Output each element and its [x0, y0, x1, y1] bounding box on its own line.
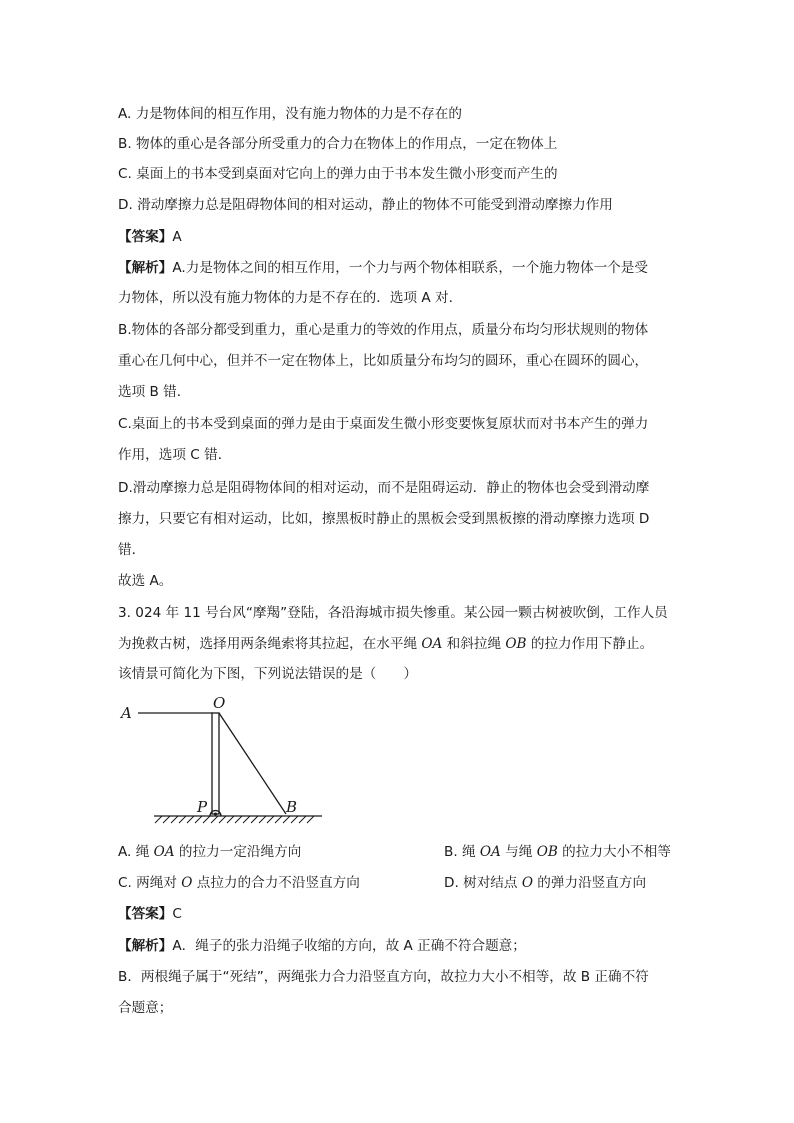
answer-tag: 【答案】: [118, 906, 173, 922]
explanation-text: A.力是物体之间的相互作用，一个力与两个物体相联系，一个施力物体一个是受: [172, 260, 648, 276]
opt-b-text-3: 的拉力大小不相等: [557, 844, 671, 860]
option-b-q3: [444, 842, 671, 862]
label-p: P: [197, 798, 208, 816]
label-b: B: [286, 798, 298, 816]
explanation-tag: 【解析】: [118, 938, 173, 954]
answer-value: A: [172, 229, 182, 245]
option-b-q2: B. 物体的重心是各部分所受重力的合力在物体上的作用点，一定在物体上: [118, 136, 558, 152]
option-d-q3: [444, 873, 646, 893]
opt-a-var: OA: [153, 844, 175, 860]
tree-rope-diagram: [110, 692, 340, 832]
opt-b-var-2: OB: [536, 844, 558, 860]
q3-text-2: 和斜拉绳: [442, 636, 506, 652]
option-c-q3: [118, 873, 360, 893]
explanation-text: A．绳子的张力沿绳子收缩的方向，故 A 正确不符合题意；: [172, 938, 526, 954]
explanation-q2-b3: 选项 B 错．: [118, 384, 191, 400]
explanation-q2-c1: C.桌面上的书本受到桌面的弹力是由于桌面发生微小形变要恢复原状而对书本产生的弹力: [118, 416, 649, 432]
opt-c-text-1: C. 两绳对: [118, 875, 182, 891]
opt-c-var: O: [181, 875, 193, 891]
explanation-q2-b1: B.物体的各部分都受到重力，重心是重力的等效的作用点，质量分布均匀形状规则的物体: [118, 322, 649, 338]
answer-q3: [118, 904, 182, 924]
explanation-q2-c2: 作用，选项 C 错．: [118, 447, 232, 463]
opt-b-text-1: B. 绳: [444, 844, 480, 860]
explanation-q2-b2: 重心在几何中心，但并不一定在物体上，比如质量分布均匀的圆环，重心在圆环的圆心，: [118, 353, 649, 369]
option-a-q2: A. 力是物体间的相互作用，没有施力物体的力是不存在的: [118, 106, 462, 122]
explanation-q3-b2: 合题意；: [118, 1000, 173, 1016]
conclusion-q2: 故选 A。: [118, 573, 173, 589]
question-3-line2: [118, 634, 653, 654]
opt-c-text-2: 点拉力的合力不沿竖直方向: [192, 875, 360, 891]
explanation-q2-d1: D.滑动摩擦力总是阻碍物体间的相对运动，而不是阻碍运动．静止的物体也会受到滑动摩: [118, 480, 650, 496]
ground-hatching: [155, 816, 314, 823]
tree-trunk: [212, 713, 219, 814]
opt-a-text-1: A. 绳: [118, 844, 154, 860]
option-a-q3: [118, 842, 301, 862]
label-o: O: [213, 694, 226, 712]
opt-d-text-2: 的弹力沿竖直方向: [532, 875, 647, 891]
q3-text-3: 的拉力作用下静止。: [526, 636, 654, 652]
explanation-q2-a: [118, 258, 648, 278]
explanation-q3-b1: B．两根绳子属于“死结”，两绳张力合力沿竖直方向，故拉力大小不相等，故 B 正确不符: [118, 969, 649, 985]
question-3-line1: 3. 024 年 11 号台风“摩羯”登陆，各沿海城市损失惨重。某公园一颗古树被吹倒，工作人员: [118, 605, 668, 621]
opt-b-text-2: 与绳: [500, 844, 537, 860]
opt-a-text-2: 的拉力一定沿绳方向: [174, 844, 302, 860]
rope-ob: [219, 713, 286, 814]
explanation-q2-d2: 擦力，只要它有相对运动，比如，擦黑板时静止的黑板会受到黑板擦的滑动摩擦力选项 D: [118, 511, 650, 527]
label-a: A: [121, 704, 132, 722]
answer-tag: 【答案】: [118, 229, 173, 245]
explanation-tag: 【解析】: [118, 260, 173, 276]
option-c-q2: C. 桌面上的书本受到桌面对它向上的弹力由于书本发生微小形变而产生的: [118, 166, 558, 182]
question-3-line3: 该情景可简化为下图，下列说法错误的是（ ）: [118, 666, 418, 682]
explanation-q3-a: [118, 936, 526, 956]
q3-var-ob: OB: [505, 636, 527, 652]
q3-text-1: 为挽救古树，选择用两条绳索将其拉起，在水平绳: [118, 636, 422, 652]
explanation-q2-a2: 力物体，所以没有施力物体的力是不存在的．选项 A 对．: [118, 290, 463, 306]
opt-d-text-1: D. 树对结点: [444, 875, 522, 891]
opt-d-var: O: [521, 875, 533, 891]
opt-b-var-1: OA: [479, 844, 501, 860]
q3-var-oa: OA: [421, 636, 443, 652]
answer-value: C: [172, 906, 182, 922]
explanation-q2-d3: 错．: [118, 542, 146, 558]
option-d-q2: D. 滑动摩擦力总是阻碍物体间的相对运动，静止的物体不可能受到滑动摩擦力作用: [118, 197, 613, 213]
answer-q2: [118, 227, 182, 247]
